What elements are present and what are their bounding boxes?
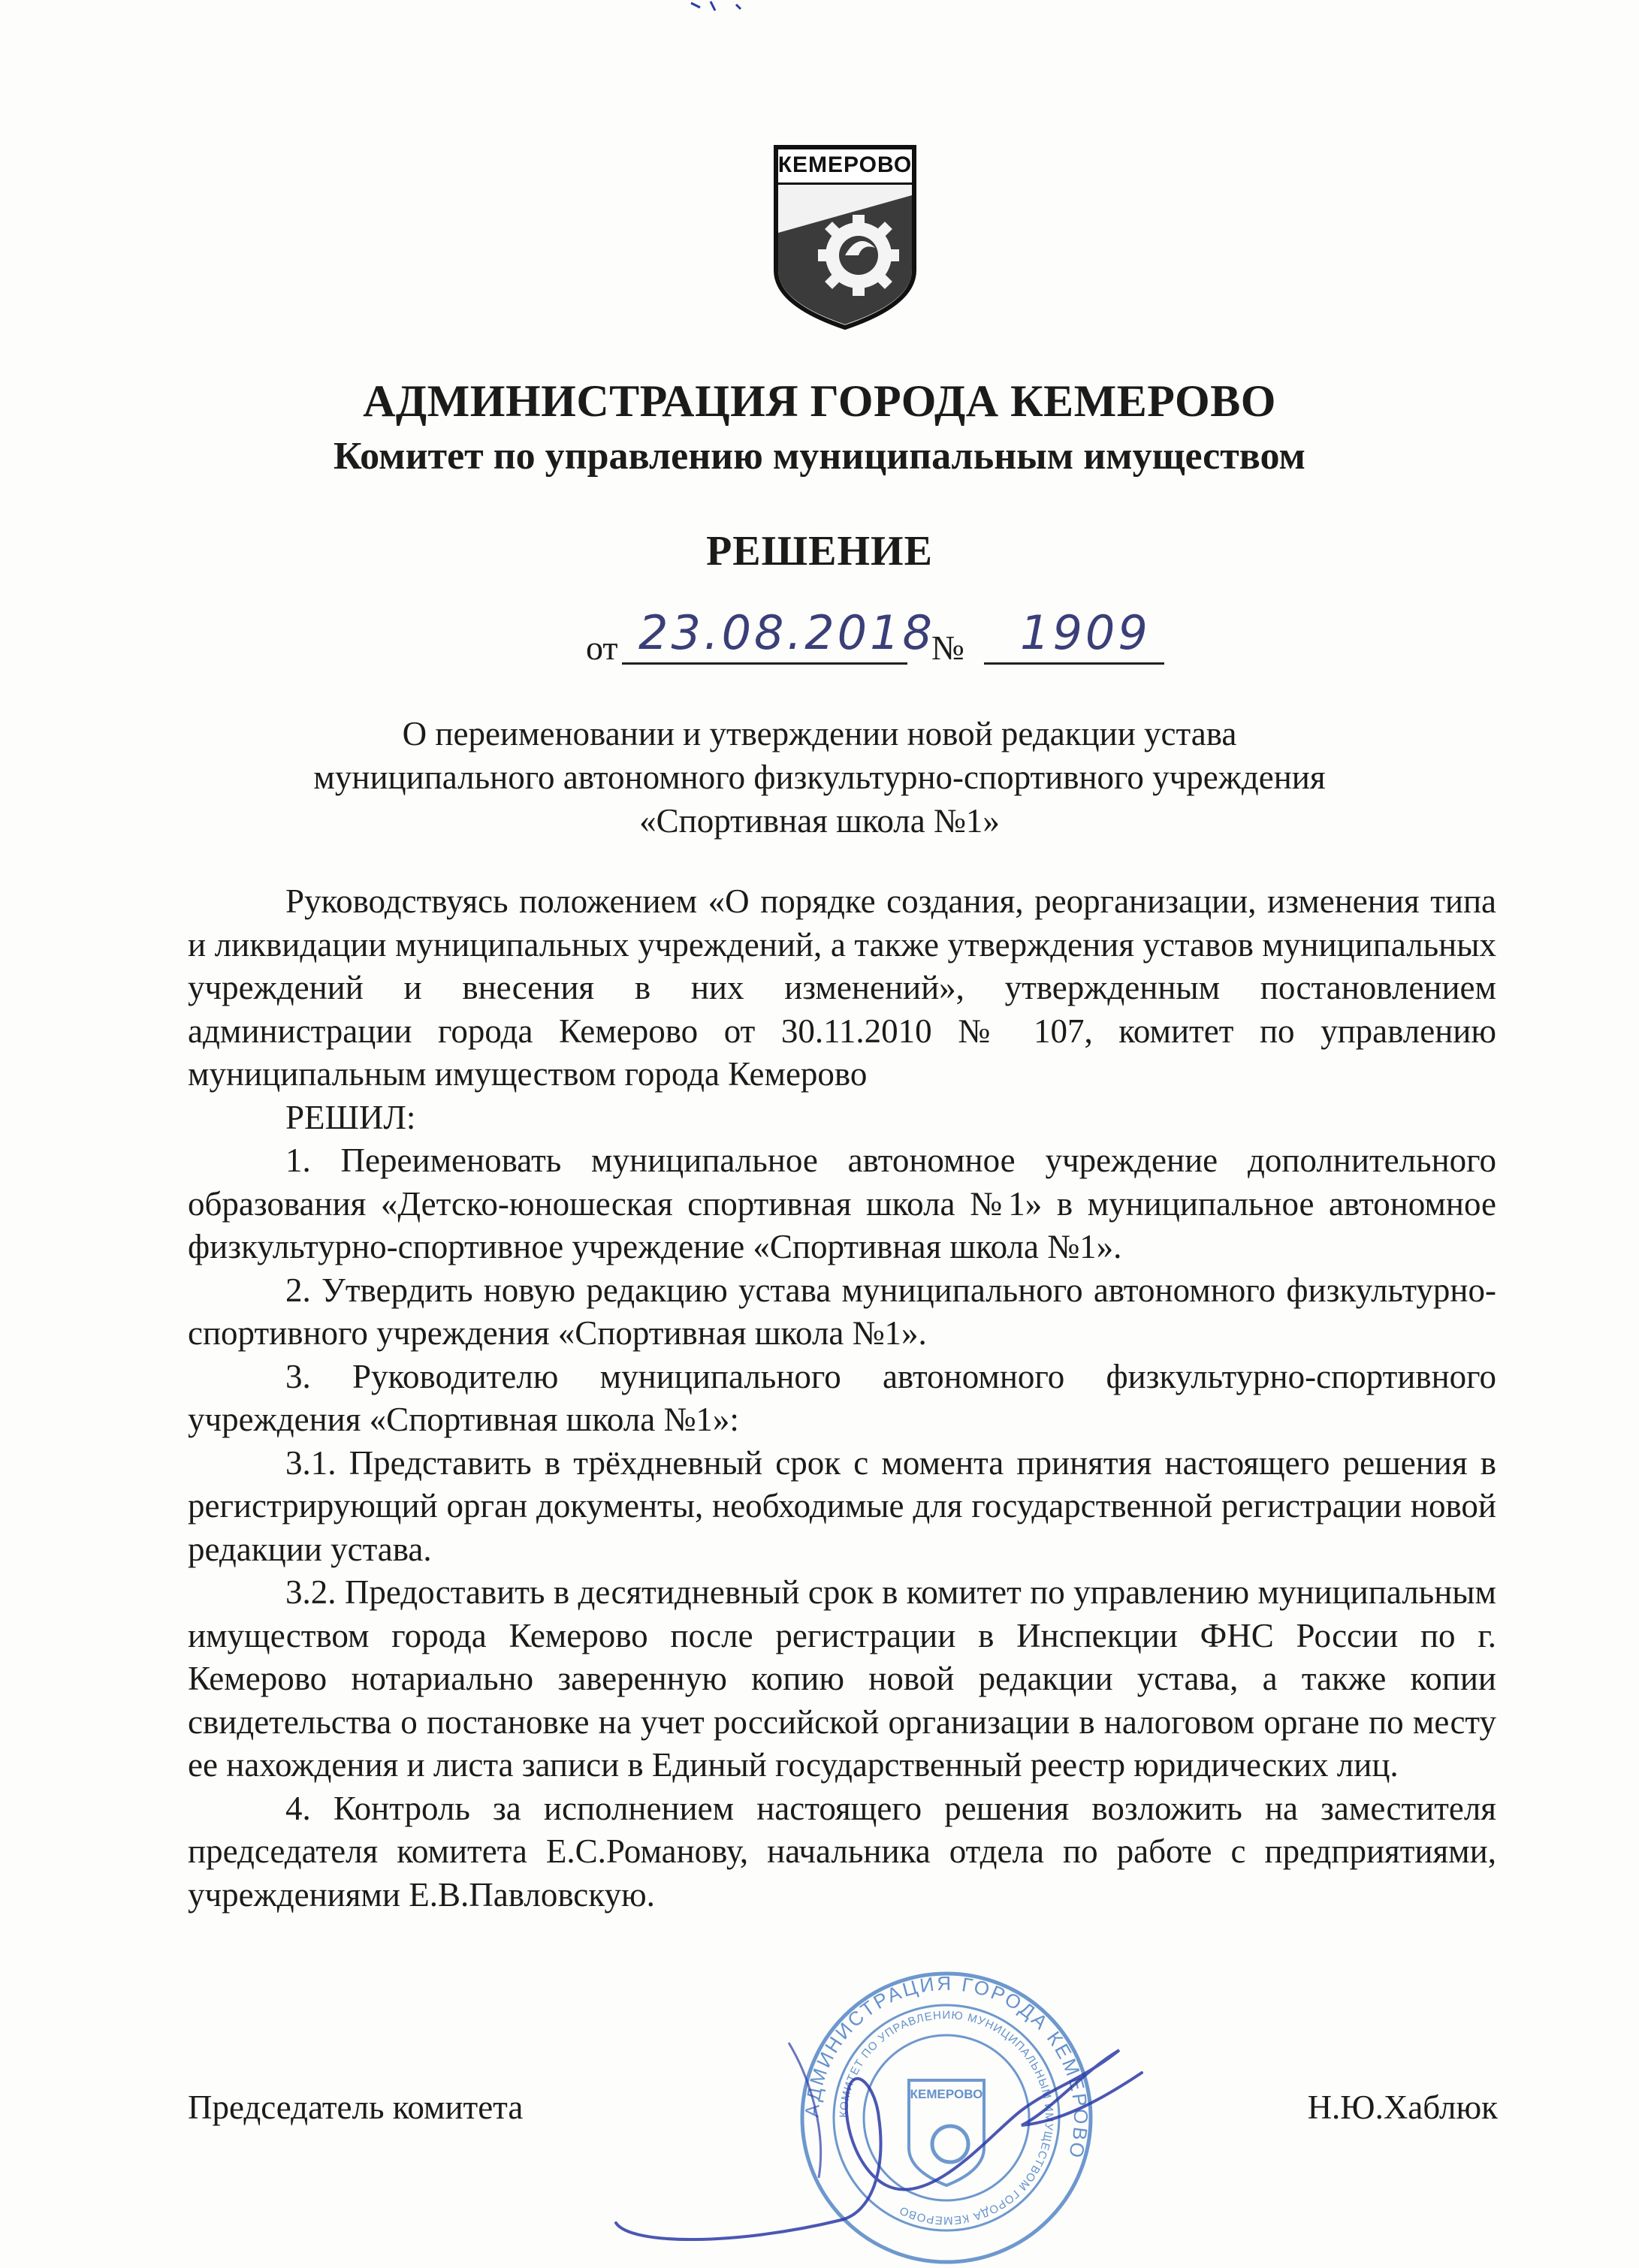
stamp-inner-text: КОМИТЕТ ПО УПРАВЛЕНИЮ МУНИЦИПАЛЬНЫМ ИМУЩЕСТВОМ ГОРОДА КЕМЕРОВО (837, 2008, 1056, 2227)
org-subtitle: Комитет по управлению муниципальным имуществом (334, 435, 1305, 478)
stamp-center-label: КЕМЕРОВО (910, 2087, 983, 2101)
subject-line: муниципального автономного физкультурно-спортивного учреждения (313, 759, 1326, 796)
date-label: от (586, 629, 618, 667)
signatory-name: Н.Ю.Хаблюк (1307, 2089, 1498, 2126)
handwritten-signature-icon (601, 1998, 1172, 2253)
scan-artifact-mark (646, 0, 796, 23)
document-subject (0, 712, 1639, 843)
preamble-paragraph: Руководствуясь положением «О порядке создания, реорганизации, изменения типа и ликвидации муниципальных учреждений, а также утверждения уставов муниципальных учреждений и внесения в них изменений», утвержденным постановлением администрации города Кемерово от 30.11.2010 № 107, комитет по управлению муниципальным имуществом города Кемерово (188, 882, 1496, 1093)
stamp-outer-text: АДМИНИСТРАЦИЯ ГОРОДА КЕМЕРОВО (800, 1971, 1093, 2163)
number-underline (984, 662, 1164, 665)
date-underline (622, 662, 907, 665)
number-label: № (931, 629, 964, 667)
item-4-paragraph: 4. Контроль за исполнением настоящего решения возложить на заместителя председателя комитета Е.С.Романову, начальника отдела по работе с предприятиями, учреждениями Е.В.Павловскую. (188, 1789, 1496, 1914)
document-body (188, 880, 1496, 1917)
org-title: АДМИНИСТРАЦИЯ ГОРОДА КЕМЕРОВО (363, 376, 1276, 426)
item-3-1-paragraph: 3.1. Представить в трёхдневный срок с момента принятия настоящего решения в регистрирующий орган документы, необходимые для государственной регистрации новой редакции устава. (188, 1443, 1496, 1568)
item-3-2-paragraph: 3.2. Предоставить в десятидневный срок в комитет по управлению муниципальным имуществом города Кемерово после регистрации в Инспекции ФНС России по г. Кемерово нотариально заверенную копию новой редакции устава, а также копии свидетельства о постановке на учет российской организации в налоговом органе по месту ее нахождения и листа записи в Единый государственный реестр юридических лиц. (188, 1573, 1496, 1784)
item-2-paragraph: 2. Утвердить новую редакцию устава муниципального автономного физкультурно-спортивного учреждения «Спортивная школа №1». (188, 1271, 1496, 1352)
item-1-paragraph: 1. Переименовать муниципальное автономное учреждение дополнительного образования «Детско-юношеская спортивная школа №1» в муниципальное автономное физкультурно-спортивное учреждение «Спортивная школа №1». (188, 1142, 1496, 1265)
signatory-position: Председатель комитета (188, 2089, 524, 2126)
decided-label: РЕШИЛ: (285, 1098, 416, 1136)
subject-line: «Спортивная школа №1» (639, 802, 1000, 840)
handwritten-number: 1909 (1020, 605, 1151, 660)
document-type: РЕШЕНИЕ (706, 528, 933, 575)
subject-line: О переименовании и утверждении новой редакции устава (402, 715, 1237, 752)
handwritten-date: 23.08.2018 (638, 605, 935, 660)
item-3-paragraph: 3. Руководителю муниципального автономного физкультурно-спортивного учреждения «Спортивная школа №1»: (188, 1357, 1496, 1438)
emblem-city-label: КЕМЕРОВО (777, 152, 913, 177)
